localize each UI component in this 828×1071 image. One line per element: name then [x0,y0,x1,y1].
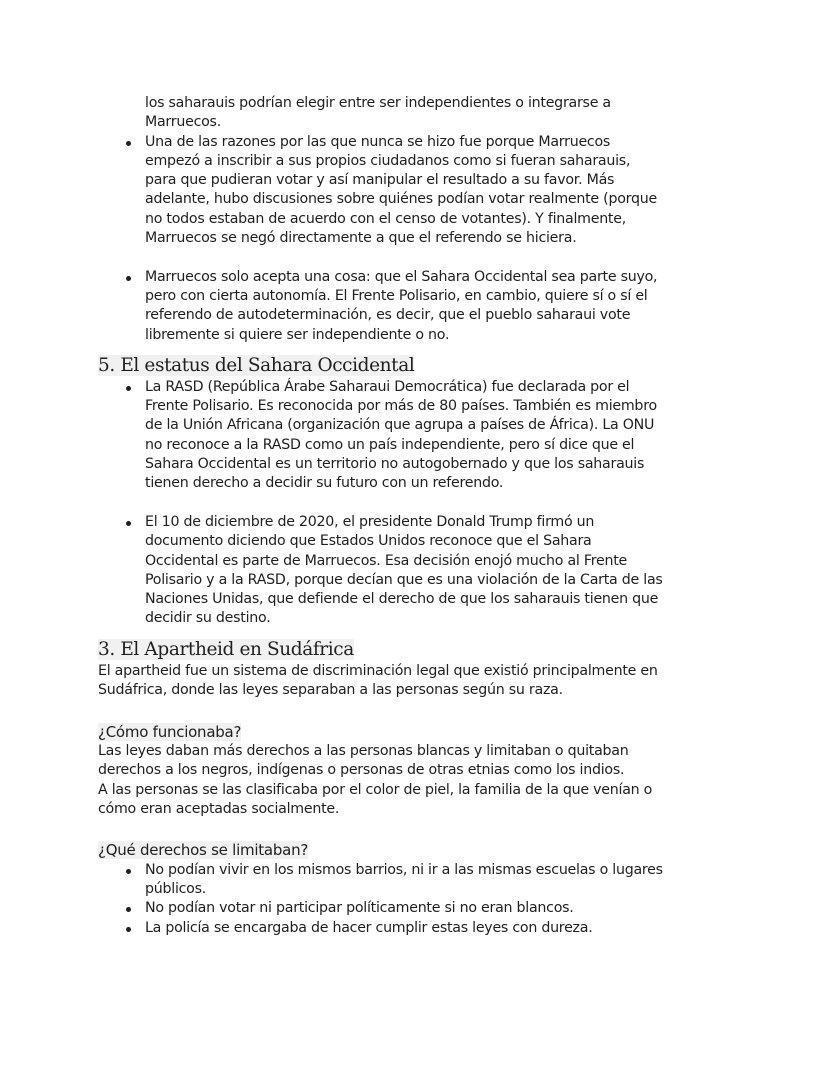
subheading-text: ¿Qué derechos se limitaban? [98,841,309,860]
subheading-how [98,723,748,742]
text-line: los saharauis podrían elegir entre ser independientes o integrarse a [145,95,611,111]
list-item [98,861,748,900]
section-heading-3 [98,638,748,662]
subheading-rights [98,841,748,860]
spacer [98,494,748,513]
text-line: Marruecos solo acepta una cosa: que el Sahara Occidental sea parte suyo, [145,268,658,285]
list-item [98,378,748,494]
bullet-list [98,378,748,629]
list-item [98,513,748,629]
heading-text: 5. El estatus del Sahara Occidental [98,354,415,376]
text-line: documento diciendo que Estados Unidos reconoce que el Sahara [145,533,592,550]
text-line: referendo de autodeterminación, es decir, que el pueblo saharaui vote [145,307,631,324]
text-line: decidir su destino. [145,610,271,627]
text-line: cómo eran aceptadas socialmente. [98,800,340,817]
intro-paragraph [98,662,748,701]
text-line: No podían vivir en los mismos barrios, ni ir a las mismas escuelas o lugares [145,861,663,878]
text-line: Sahara Occidental es un territorio no autogobernado y que los saharauis [145,456,645,473]
list-item [98,919,748,938]
text-line: Occidental es parte de Marruecos. Esa decisión enojó mucho al Frente [145,552,627,569]
text-line: La policía se encargaba de hacer cumplir estas leyes con dureza. [145,919,593,936]
text-line: El apartheid fue un sistema de discriminación legal que existió principalmente en [98,662,658,679]
text-line: Una de las razones por las que nunca se hizo fue porque Marruecos [145,133,611,150]
text-line: Frente Polisario. Es reconocida por más de 80 países. También es miembro [145,398,657,415]
text-line: derechos a los negros, indígenas o personas de otras etnias como los indios. [98,762,625,779]
text-line: libremente si quiere ser independiente o no. [145,326,450,343]
section-heading-5 [98,354,748,378]
document-page [98,94,748,938]
text-line: para que pudieran votar y así manipular el resultado a su favor. Más [145,172,615,189]
list-item [98,268,748,345]
text-line: tienen derecho a decidir su futuro con un referendo. [145,475,504,492]
spacer [98,819,748,838]
text-line: No podían votar ni participar políticamente si no eran blancos. [145,900,574,917]
list-item [98,899,748,918]
spacer [98,248,748,267]
text-line: La RASD (República Árabe Saharaui Democrática) fue declarada por el [145,378,630,395]
text-line: Las leyes daban más derechos a las personas blancas y limitaban o quitaban [98,742,629,759]
how-paragraph [98,742,748,819]
text-line: empezó a inscribir a sus propios ciudadanos como si fueran saharauis, [145,152,631,169]
text-line: Sudáfrica, donde las leyes separaban a las personas según su raza. [98,682,563,699]
text-line: Marruecos se negó directamente a que el referendo se hiciera. [145,230,577,247]
spacer [98,700,748,719]
text-line: no reconoce a la RASD como un país independiente, pero sí dice que el [145,436,635,453]
text-line: de la Unión Africana (organización que agrupa a países de África). La ONU [145,417,655,434]
text-line: pero con cierta autonomía. El Frente Polisario, en cambio, quiere sí o sí el [145,287,648,304]
bullet-list [98,861,748,938]
bullet-list [98,133,748,345]
subheading-text: ¿Cómo funcionaba? [98,722,242,741]
continuation-paragraph [98,94,748,133]
text-line: El 10 de diciembre de 2020, el presidente Donald Trump firmó un [145,513,595,530]
text-line: adelante, hubo discusiones sobre quiénes podían votar realmente (porque [145,191,657,208]
list-item [98,133,748,249]
text-line: públicos. [145,880,207,897]
text-line: no todos estaban de acuerdo con el censo de votantes). Y finalmente, [145,210,626,227]
text-line: Marruecos. [145,114,221,131]
text-line: Naciones Unidas, que defiende el derecho de que los saharauis tienen que [145,591,659,608]
text-line: Polisario y a la RASD, porque decían que es una violación de la Carta de las [145,571,663,588]
text-line: A las personas se las clasificaba por el color de piel, la familia de la que venían o [98,781,653,798]
heading-text: 3. El Apartheid en Sudáfrica [98,638,354,660]
